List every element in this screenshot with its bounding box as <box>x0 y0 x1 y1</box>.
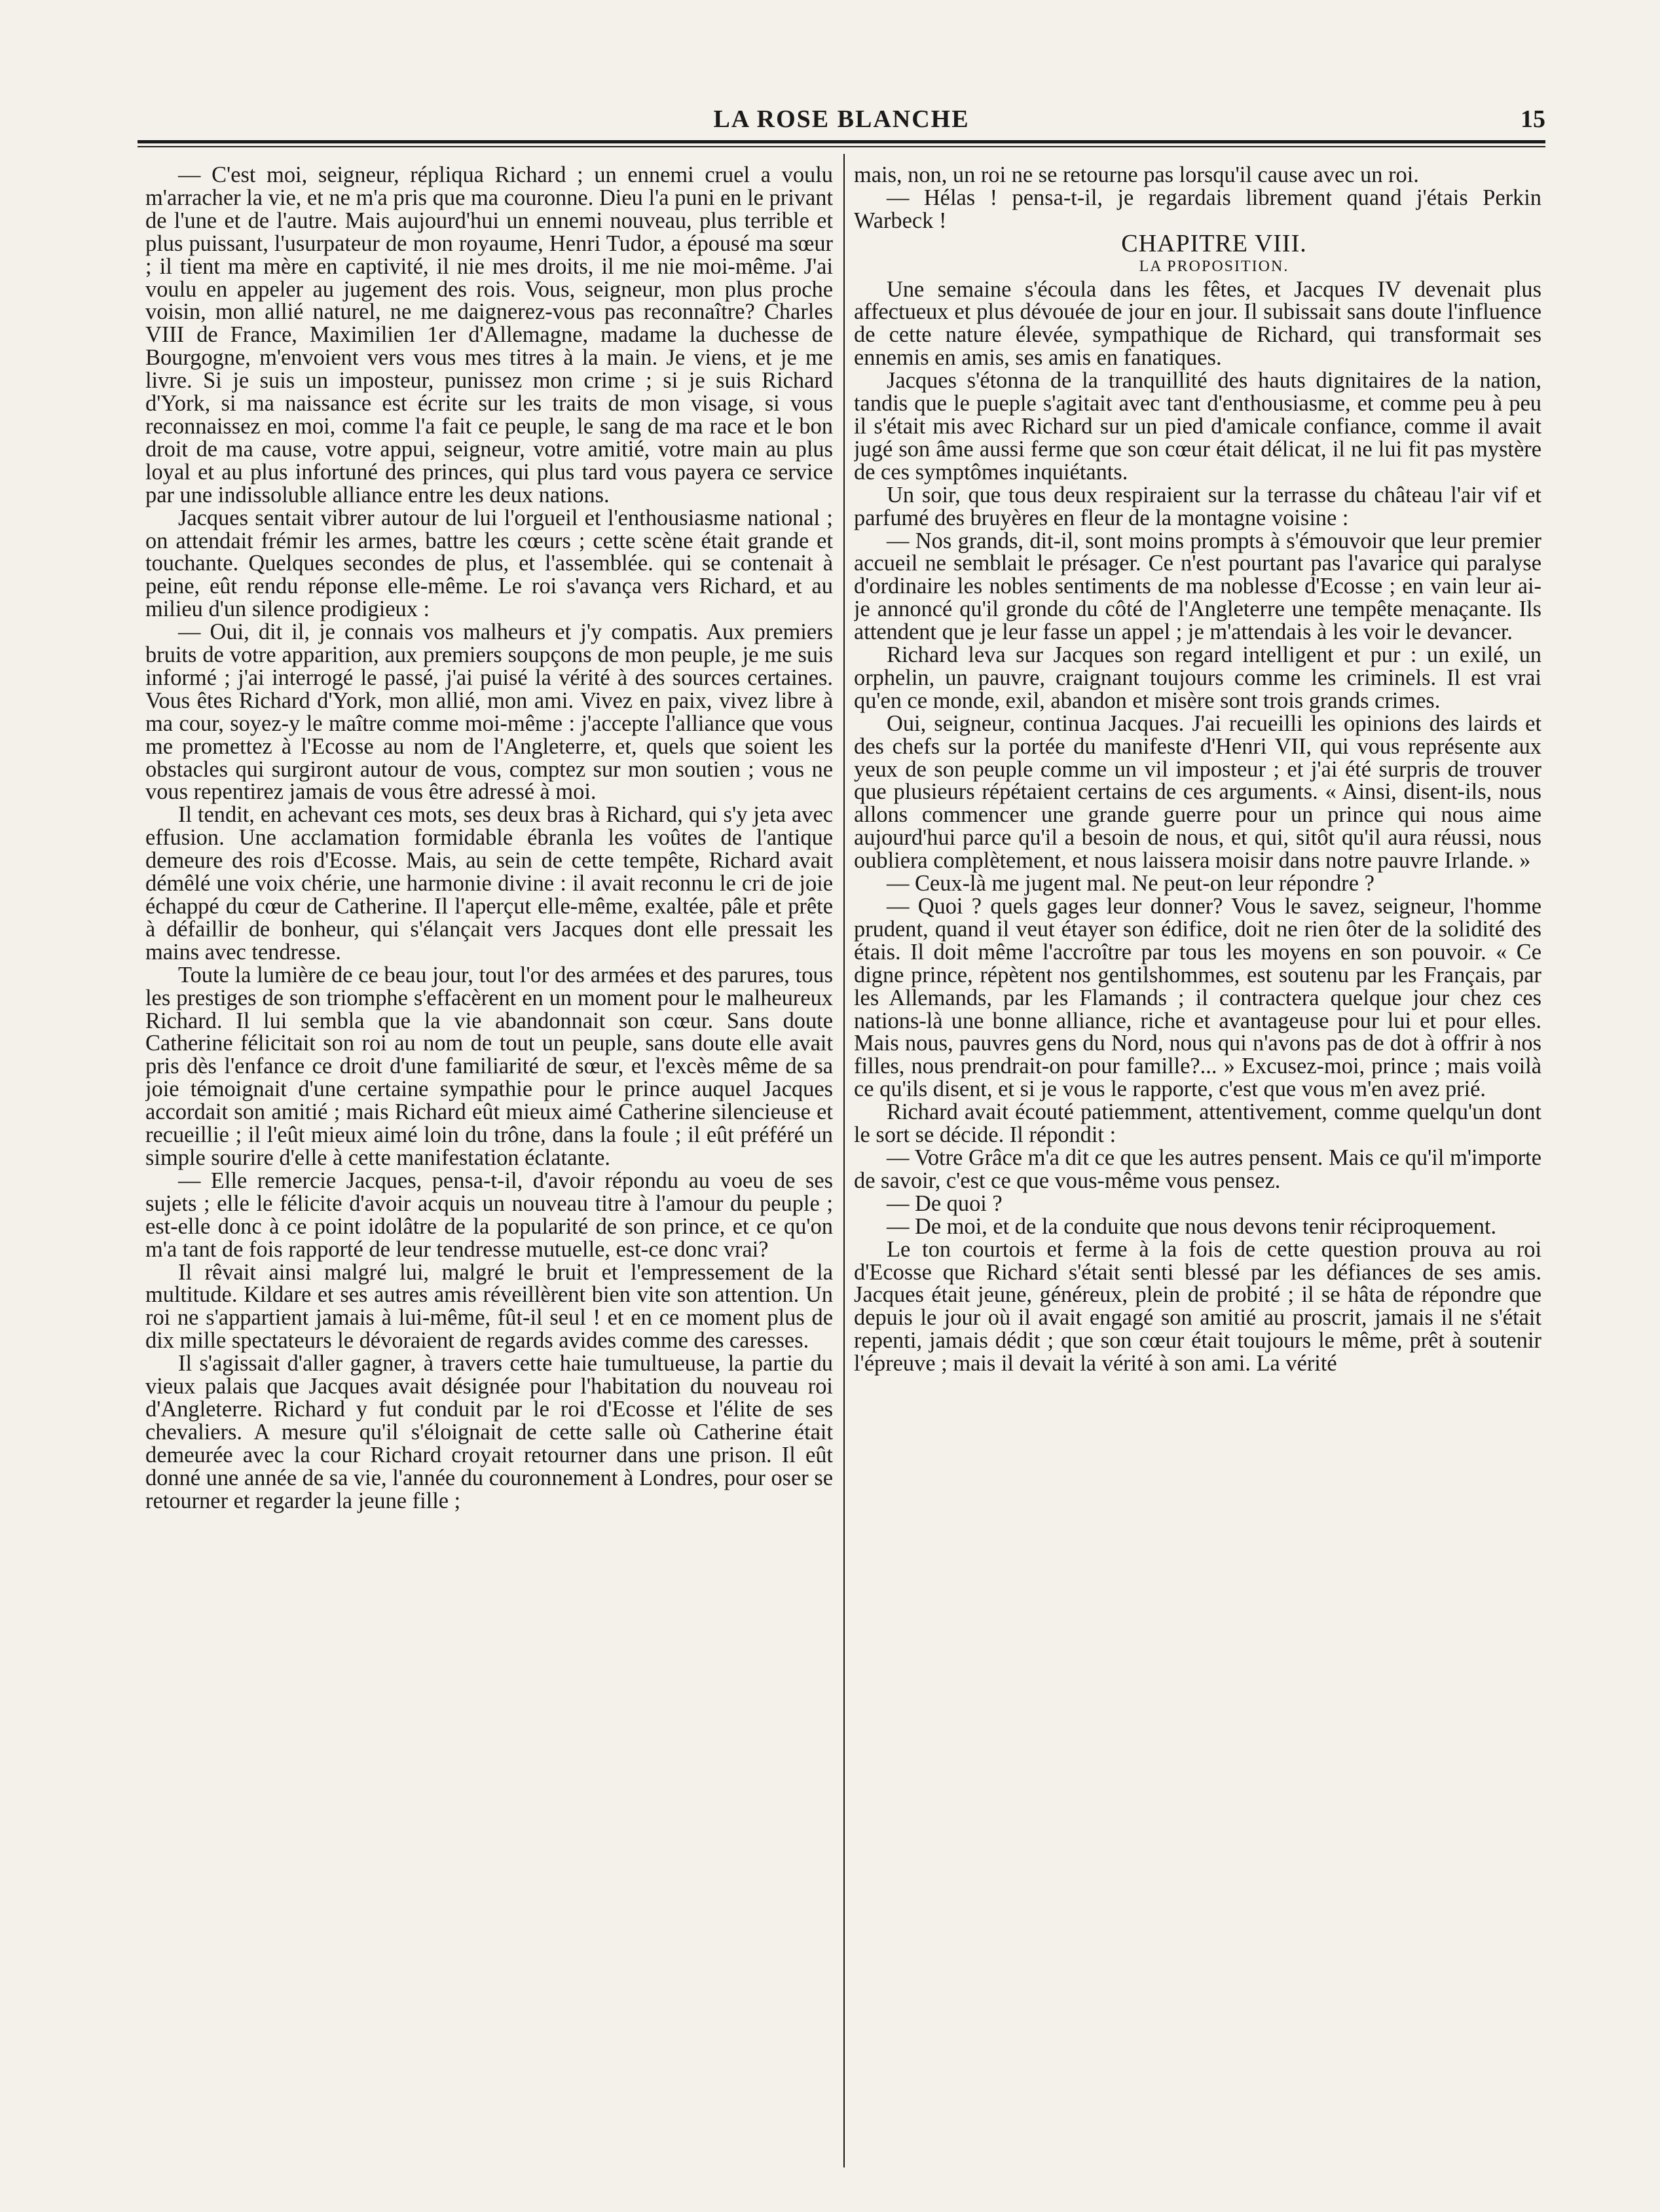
paragraph: Un soir, que tous deux respiraient sur la terrasse du château l'air vif et parfumé des bruyères en fleur de la montagne voisine : <box>854 482 1541 530</box>
paragraph: Le ton courtois et ferme à la fois de cette question prouva au roi d'Ecosse que Richard s'était senti blessé par les défiances de ses amis. Jacques était jeune, généreux, plein de probité ; il se hâta de répondre que depuis le jour où il avait engagé son amitié au proscrit, jamais il ne s'était repenti, jamais dédit ; que son cœur était toujours le même, prêt à soutenir l'épreuve ; mais il devait la vérité à son ami. La vérité <box>854 1236 1541 1376</box>
column-divider <box>843 154 845 2167</box>
paragraph: — Votre Grâce m'a dit ce que les autres pensent. Mais ce qu'il m'importe de savoir, c'est ce que vous-même vous pensez. <box>854 1145 1541 1193</box>
paragraph: Il rêvait ainsi malgré lui, malgré le bruit et l'empressement de la multitude. Kildare et ses autres amis réveillèrent bien vite son attention. Un roi ne s'appartient jamais à lui-même, fût-il seul ! et en ce moment plus de dix mille spectateurs le dévoraient de regards avides comme des caresses. <box>145 1259 833 1354</box>
paragraph: — C'est moi, seigneur, répliqua Richard ; un ennemi cruel a voulu m'arracher la vie, et ne m'a pris que ma couronne. Dieu l'a puni en le privant de l'une et de l'autre. Mais aujourd'hui un ennemi nouveau, plus terrible et plus puissant, l'usurpateur de mon royaume, Henri Tudor, a épousé ma sœur ; il tient ma mère en captivité, il nie mes droits, il me nie moi-même. J'ai voulu en appeler au jugement des rois. Vous, seigneur, mon plus proche voisin, mon allié naturel, ne me daignerez-vous pas reconnaître? Charles VIII de France, Maximilien 1er d'Allemagne, madame la duchesse de Bourgogne, m'envoient vers vous mes titres à la main. Je viens, et je me livre. Si je suis un imposteur, punissez mon crime ; si je suis Richard d'York, si ma naissance est écrite sur les traits de mon visage, si vous reconnaissez en moi, comme l'a fait ce peuple, le sang de ma race et le bon droit de ma cause, votre appui, seigneur, votre amitié, votre main au plus loyal et au plus infortuné des princes, qui plus tard vous payera ce service par une indissoluble alliance entre les deux nations. <box>145 164 833 507</box>
chapter-title: CHAPITRE VIII. <box>1121 229 1307 257</box>
right-column <box>854 164 1541 2167</box>
section-title: LA PROPOSITION. <box>1139 257 1289 275</box>
paragraph: — Oui, dit il, je connais vos malheurs et j'y compatis. Aux premiers bruits de votre apparition, aux premiers soupçons de mon peuple, je me suis informé ; j'ai interrogé le passé, j'ai puisé la vérité à des sources certaines. Vous êtes Richard d'York, mon allié, mon ami. Vivez en paix, vivez libre à ma cour, soyez-y le maître comme moi-même : j'accepte l'alliance que vous me promettez à l'Ecosse au nom de l'Angleterre, et, quels que soient les obstacles qui surgiront autour de vous, comptez sur mon soutien ; vous ne vous repentirez jamais de vous être adressé à moi. <box>145 619 833 805</box>
paragraph: Il s'agissait d'aller gagner, à travers cette haie tumultueuse, la partie du vieux palais que Jacques avait désignée pour l'habitation du nouveau roi d'Angleterre. Richard y fut conduit par le roi d'Ecosse et l'élite de ses chevaliers. A mesure qu'il s'éloignait de cette salle où Catherine était demeurée avec la cour Richard croyait retourner dans une prison. Il eût donné une année de sa vie, l'année du couronnement à Londres, pour oser se retourner et regarder la jeune fille ; <box>145 1351 833 1513</box>
paragraph: Jacques sentait vibrer autour de lui l'orgueil et l'enthousiasme national ; on attendait frémir les armes, battre les cœurs ; cette scène était grande et touchante. Quelques secondes de plus, et l'assemblée. qui se contenait à peine, eût rendu réponse elle-même. Le roi s'avança vers Richard, et au milieu d'un silence prodigieux : <box>145 505 833 622</box>
paragraph: Richard avait écouté patiemment, attentivement, comme quelqu'un dont le sort se décide. Il répondit : <box>854 1099 1541 1148</box>
paragraph: — Elle remercie Jacques, pensa-t-il, d'avoir répondu au voeu de ses sujets ; elle le félicite d'avoir acquis un nouveau titre à l'amour du peuple ; est-elle donc à ce point idolâtre de la popularité de son prince, et ce qu'on m'a tant de fois rapporté de leur tendresse mutuelle, est-ce donc vrai? <box>145 1168 833 1262</box>
paragraph: Il tendit, en achevant ces mots, ses deux bras à Richard, qui s'y jeta avec effusion. Une acclamation formidable ébranla les voûtes de l'antique demeure des rois d'Ecosse. Mais, au sein de cette tempête, Richard avait démêlé une voix chérie, une harmonie divine : il avait reconnu le cri de joie échappé du cœur de Catherine. Il l'aperçut elle-même, exaltée, pâle et prête à défaillir de bonheur, qui s'élançait vers Jacques dont elle pressait les mains avec tendresse. <box>145 802 833 965</box>
paragraph: Jacques s'étonna de la tranquillité des hauts dignitaires de la nation, tandis que le pueple s'agitait avec tant d'enthousiasme, et comme peu à peu il s'était mis avec Richard sur un pied d'amicale confiance, comme il avait jugé son âme aussi ferme que son cœur était délicat, il ne lui fit pas mystère de ces symptômes inquiétants. <box>854 368 1541 485</box>
paragraph: — Hélas ! pensa-t-il, je regardais librement quand j'étais Perkin Warbeck ! <box>854 185 1541 233</box>
header-rule-thin <box>138 146 1545 147</box>
paragraph: — Quoi ? quels gages leur donner? Vous le savez, seigneur, l'homme prudent, quand il veut étayer son édifice, doit ne rien ôter de la solidité des étais. Il doit même l'accroître par tous les moyens en son pouvoir. « Ce digne prince, répètent nos gentilshommes, est soutenu par les Français, par les Allemands, par les Flamands ; il contractera quelque jour chez ces nations-là une bonne alliance, riche et avantageuse pour lui et pour elles. Mais nous, pauvres gens du Nord, nous qui n'avons pas de dot à offrir à nos filles, nous prendrait-on pour famille?... » Excusez-moi, prince ; mais voilà ce qu'ils disent, et si je vous le rapporte, c'est que vous m'en avez prié. <box>854 894 1541 1102</box>
page-number: 15 <box>1521 105 1545 133</box>
paragraph: Toute la lumière de ce beau jour, tout l'or des armées et des parures, tous les prestiges de son triomphe s'effacèrent en un moment pour le malheureux Richard. Il lui sembla que la vie abandonnait son cœur. Sans doute Catherine félicitait son roi au nom de tout un peuple, sans doute elle avait pris dès l'enfance ce droit d'une familiarité de sœur, et l'excès même de sa joie témoignait d'une certaine sympathie pour le prince auquel Jacques accordait son amitié ; mais Richard eût mieux aimé Catherine silencieuse et recueillie ; il l'eût mieux aimé loin du trône, dans la foule ; il eût préféré un simple sourire d'elle à cette manifestation éclatante. <box>145 962 833 1170</box>
paragraph: — De moi, et de la conduite que nous devons tenir réciproquement. <box>887 1213 1497 1239</box>
paragraph: mais, non, un roi ne se retourne pas lorsqu'il cause avec un roi. <box>854 164 1419 187</box>
running-title: LA ROSE BLANCHE <box>713 105 970 133</box>
header-rule-thick <box>138 140 1545 143</box>
paragraph: Une semaine s'écoula dans les fêtes, et Jacques IV devenait plus affectueux et plus dévouée de jour en jour. Il subissait sans doute l'influence de cette nature élevée, sympathique de Richard, qui transformait ses ennemis en amis, ses amis en fanatiques. <box>854 276 1541 371</box>
paragraph: Richard leva sur Jacques son regard intelligent et pur : un exilé, un orphelin, un pauvre, craignant toujours comme les criminels. Il est vrai qu'en ce monde, exil, abandon et misère sont trois grands crimes. <box>854 642 1541 713</box>
paragraph: — Ceux-là me jugent mal. Ne peut-on leur répondre ? <box>887 871 1374 896</box>
page-header <box>138 105 1545 138</box>
paragraph: Oui, seigneur, continua Jacques. J'ai recueilli les opinions des lairds et des chefs sur la portée du manifeste d'Henri VII, qui vous représente aux yeux de son peuple comme un vil imposteur ; et j'ai été surpris de trouver que plusieurs répétaient certains de ces arguments. « Ainsi, disent-ils, nous allons commencer une grande guerre pour un prince qui nous aime aujourd'hui parce qu'il a besoin de nous, et qui, sitôt qu'il aura réussi, nous oubliera complètement, et nous laissera moisir dans notre pauvre Irlande. » <box>854 710 1541 874</box>
left-column <box>145 164 833 2167</box>
paragraph: — De quoi ? <box>887 1190 1003 1216</box>
paragraph: — Nos grands, dit-il, sont moins prompts à s'émouvoir que leur premier accueil ne semblait le présager. Ce n'est pourtant pas l'avarice qui paralyse d'ordinaire les nobles sentiments de ma noblesse d'Ecosse ; en vain leur ai-je annoncé qu'il gronde du côté de l'Angleterre une tempête menaçante. Ils attendent que je leur fasse un appel ; je m'attendais à les voir le devancer. <box>854 528 1541 645</box>
